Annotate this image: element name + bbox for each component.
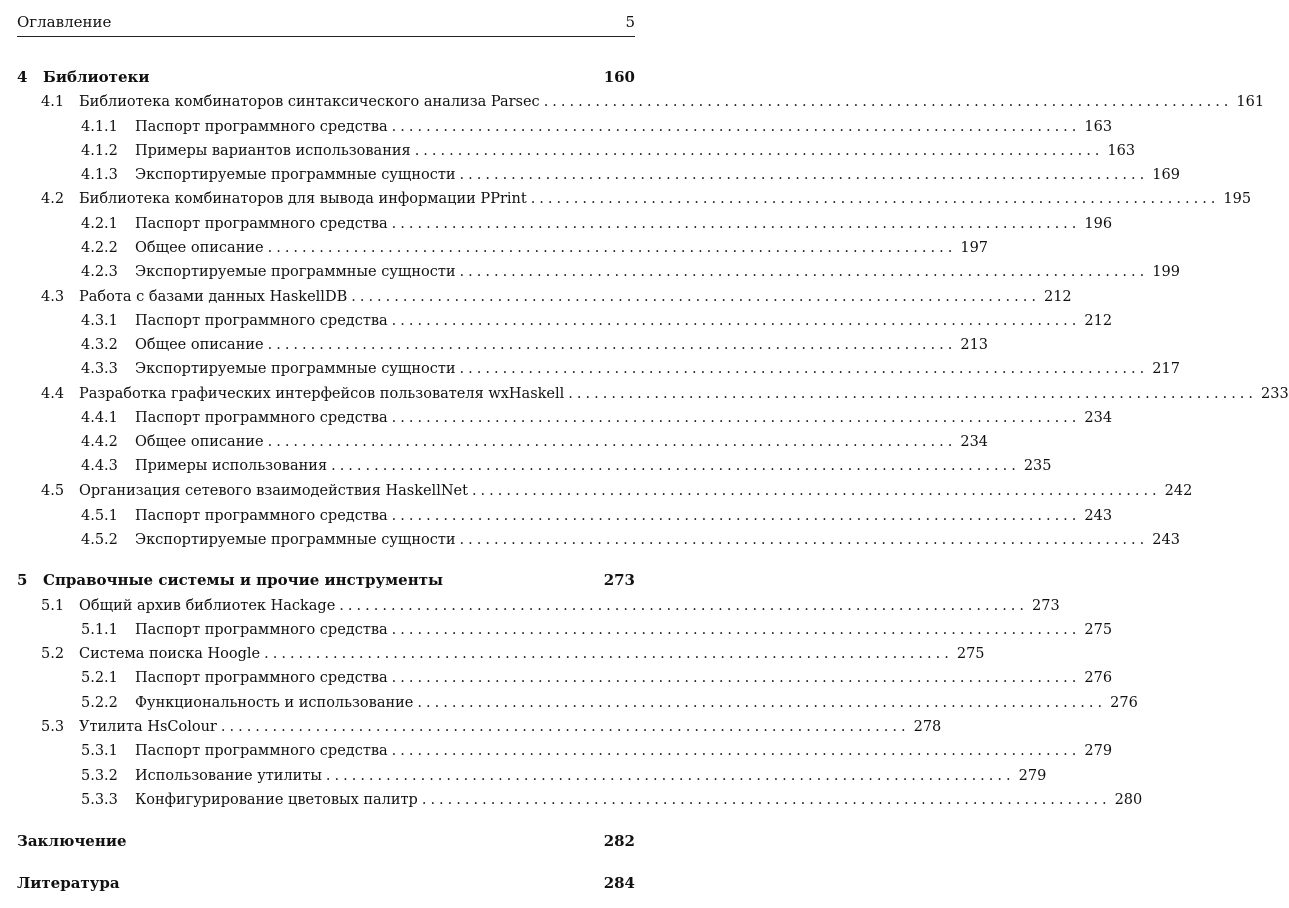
toc-page: 196: [1084, 216, 1113, 232]
dot-leader: ................................................................................: [391, 670, 1081, 686]
dot-leader: ................................................................................: [325, 768, 1015, 784]
toc-number: 4.4.1: [81, 410, 118, 426]
toc-number: 5.2.2: [81, 695, 118, 711]
toc-title: Общее описание: [135, 434, 264, 450]
toc-number: 4.5: [41, 483, 65, 499]
dot-leader: ................................................................................: [391, 743, 1081, 759]
toc-page: 212: [1084, 313, 1113, 329]
dot-leader: ................................................................................: [530, 191, 1220, 207]
dot-leader: ................................................................................: [267, 240, 957, 256]
toc-subsection-4-1-1[interactable]: [17, 116, 1113, 138]
dot-leader: ................................................................................: [414, 143, 1104, 159]
toc-title: Экспортируемые программные сущности: [135, 264, 456, 280]
dot-leader: ................................................................................: [459, 167, 1149, 183]
toc-title: Экспортируемые программные сущности: [135, 361, 456, 377]
toc-number: 4.5.2: [81, 532, 118, 548]
toc-number: 5.3.2: [81, 768, 118, 784]
toc-number: 5.3: [41, 719, 65, 735]
toc-page: 163: [1084, 119, 1113, 135]
dot-leader: ................................................................................: [220, 719, 910, 735]
dot-leader: ................................................................................: [267, 434, 957, 450]
toc-title: Библиотека комбинаторов для вывода информации PPrint: [79, 191, 527, 207]
toc-number: 4.2.1: [81, 216, 118, 232]
toc-title: Экспортируемые программные сущности: [135, 167, 456, 183]
toc-subsection-4-2-1[interactable]: [17, 213, 1113, 235]
toc-section-4-2[interactable]: [17, 188, 1252, 210]
dot-leader: ................................................................................: [391, 508, 1081, 524]
toc-title: Паспорт программного средства: [135, 119, 388, 135]
toc-section-5-2[interactable]: [17, 643, 985, 665]
dot-leader: ................................................................................: [421, 792, 1111, 808]
toc-number: 4.1.3: [81, 167, 118, 183]
toc-title: Литература: [17, 874, 120, 892]
toc-literature[interactable]: [17, 872, 635, 894]
dot-leader: ................................................................................: [543, 94, 1233, 110]
toc-number: 4.2.2: [81, 240, 118, 256]
toc-number: 4.3: [41, 289, 65, 305]
toc-number: 5: [17, 571, 28, 589]
toc-title: Общее описание: [135, 240, 264, 256]
toc-number: 4.1: [41, 94, 65, 110]
toc-title: Справочные системы и прочие инструменты: [43, 571, 444, 589]
toc-title: Функциональность и использование: [135, 695, 414, 711]
toc-title: Паспорт программного средства: [135, 670, 388, 686]
toc-title: Паспорт программного средства: [135, 313, 388, 329]
toc-page: 279: [1018, 768, 1047, 784]
toc-page: 243: [1152, 532, 1180, 548]
toc-subsection-4-3-2[interactable]: [17, 334, 989, 356]
toc-number: 5.3.1: [81, 743, 118, 759]
toc-subsection-4-3-3[interactable]: [17, 358, 1180, 380]
toc-section-5-3[interactable]: [17, 716, 942, 738]
dot-leader: ................................................................................: [267, 337, 957, 353]
toc-page: 235: [1023, 458, 1052, 474]
toc-page: 233: [1261, 386, 1289, 402]
toc-title: Использование утилиты: [135, 768, 322, 784]
toc-number: 4.4.3: [81, 458, 118, 474]
toc-page: 199: [1152, 264, 1180, 280]
toc-page: 280: [1114, 792, 1143, 808]
toc-subsection-4-2-2[interactable]: [17, 237, 989, 259]
toc-title: Паспорт программного средства: [135, 410, 388, 426]
toc-subsection-4-5-2[interactable]: [17, 529, 1180, 551]
toc-subsection-4-4-1[interactable]: [17, 407, 1113, 429]
toc-subsection-4-1-3[interactable]: [17, 164, 1180, 186]
toc-number: 4.4.2: [81, 434, 118, 450]
dot-leader: ................................................................................: [391, 119, 1081, 135]
toc-section-4-1[interactable]: [17, 91, 1265, 113]
toc-section-4-4[interactable]: [17, 383, 1289, 405]
toc-chapter-5[interactable]: [17, 569, 635, 591]
toc-subsection-5-1-1[interactable]: [17, 619, 1113, 641]
toc-title: Работа с базами данных HaskellDB: [79, 289, 348, 305]
toc-title: Система поиска Hoogle: [79, 646, 261, 662]
dot-leader: ................................................................................: [459, 264, 1149, 280]
dot-leader: ................................................................................: [391, 410, 1081, 426]
toc-subsection-4-5-1[interactable]: [17, 505, 1113, 527]
toc-subsection-5-3-3[interactable]: [17, 789, 1143, 811]
toc-subsection-4-2-3[interactable]: [17, 261, 1180, 283]
header-title: Оглавление: [17, 13, 112, 31]
toc-number: 4.3.2: [81, 337, 118, 353]
toc-title: Примеры использования: [135, 458, 328, 474]
toc-title: Библиотеки: [43, 68, 150, 86]
toc-page: 282: [603, 832, 635, 850]
toc-page: 276: [1110, 695, 1138, 711]
dot-leader: ................................................................................: [459, 361, 1149, 377]
toc-page: 161: [1236, 94, 1265, 110]
header-page-number: 5: [625, 13, 635, 31]
toc-section-4-3[interactable]: [17, 286, 1072, 308]
toc-page: 243: [1084, 508, 1113, 524]
toc-title: Экспортируемые программные сущности: [135, 532, 456, 548]
toc-page: 197: [960, 240, 989, 256]
toc-page: 195: [1223, 191, 1252, 207]
toc-number: 5.1: [41, 598, 65, 614]
toc-title: Заключение: [17, 832, 127, 850]
toc-number: 4.4: [41, 386, 65, 402]
dot-leader: ................................................................................: [568, 386, 1258, 402]
toc-title: Паспорт программного средства: [135, 508, 388, 524]
toc-number: 4.5.1: [81, 508, 118, 524]
toc-title: Примеры вариантов использования: [135, 143, 411, 159]
dot-leader: ................................................................................: [391, 216, 1081, 232]
toc-subsection-5-2-2[interactable]: [17, 692, 1138, 714]
dot-leader: ................................................................................: [339, 598, 1029, 614]
toc-page: 275: [956, 646, 985, 662]
toc-page: 234: [1084, 410, 1113, 426]
toc-page: 212: [1043, 289, 1072, 305]
toc-page: 242: [1164, 483, 1193, 499]
toc-page: 273: [1032, 598, 1060, 614]
toc-subsection-5-3-1[interactable]: [17, 740, 1113, 762]
toc-number: 4: [17, 68, 28, 86]
toc-page: 160: [603, 68, 635, 86]
toc-number: 5.2.1: [81, 670, 118, 686]
toc-page: 169: [1152, 167, 1180, 183]
toc-subsection-4-3-1[interactable]: [17, 310, 1113, 332]
dot-leader: ................................................................................: [417, 695, 1107, 711]
toc-page: 279: [1084, 743, 1113, 759]
toc-number: 4.1.1: [81, 119, 118, 135]
toc-section-5-1[interactable]: [17, 595, 1060, 617]
toc-title: Конфигурирование цветовых палитр: [135, 792, 418, 808]
toc-page: 284: [603, 874, 635, 892]
toc-title: Общий архив библиотек Hackage: [79, 598, 336, 614]
toc-section-4-5[interactable]: [17, 480, 1193, 502]
toc-subsection-5-2-1[interactable]: [17, 667, 1113, 689]
toc-title: Паспорт программного средства: [135, 622, 388, 638]
dot-leader: ................................................................................: [391, 313, 1081, 329]
toc-title: Паспорт программного средства: [135, 743, 388, 759]
toc-page: 273: [603, 571, 635, 589]
toc-chapter-4[interactable]: [17, 66, 635, 88]
toc-number: 5.3.3: [81, 792, 118, 808]
dot-leader: ................................................................................: [391, 622, 1081, 638]
toc-number: 4.3.1: [81, 313, 118, 329]
toc-page: 163: [1107, 143, 1136, 159]
toc-page: 276: [1084, 670, 1113, 686]
toc-page: 217: [1152, 361, 1180, 377]
toc-subsection-5-3-2[interactable]: [17, 765, 1047, 787]
toc-title: Общее описание: [135, 337, 264, 353]
dot-leader: ................................................................................: [471, 483, 1161, 499]
dot-leader: ................................................................................: [264, 646, 953, 662]
toc-subsection-4-4-2[interactable]: [17, 431, 989, 453]
dot-leader: ................................................................................: [459, 532, 1149, 548]
toc-subsection-4-4-3[interactable]: [17, 455, 1052, 477]
toc-page: 234: [960, 434, 989, 450]
toc-number: 5.2: [41, 646, 65, 662]
dot-leader: ................................................................................: [351, 289, 1040, 305]
toc-title: Библиотека комбинаторов синтаксического анализа Parsec: [79, 94, 540, 110]
toc-number: 4.3.3: [81, 361, 118, 377]
toc-conclusion[interactable]: [17, 830, 635, 852]
running-header: [17, 10, 635, 37]
toc-page: 275: [1084, 622, 1113, 638]
toc-number: 4.1.2: [81, 143, 118, 159]
toc-subsection-4-1-2[interactable]: [17, 140, 1136, 162]
dot-leader: ................................................................................: [331, 458, 1020, 474]
toc-title: Разработка графических интерфейсов пользователя wxHaskell: [79, 386, 565, 402]
toc-title: Утилита HsColour: [79, 719, 217, 735]
toc-number: 5.1.1: [81, 622, 118, 638]
toc-title: Паспорт программного средства: [135, 216, 388, 232]
toc-number: 4.2: [41, 191, 65, 207]
toc-page: 278: [913, 719, 942, 735]
toc-page: 213: [960, 337, 989, 353]
toc-number: 4.2.3: [81, 264, 118, 280]
toc-title: Организация сетевого взаимодействия HaskellNet: [79, 483, 468, 499]
